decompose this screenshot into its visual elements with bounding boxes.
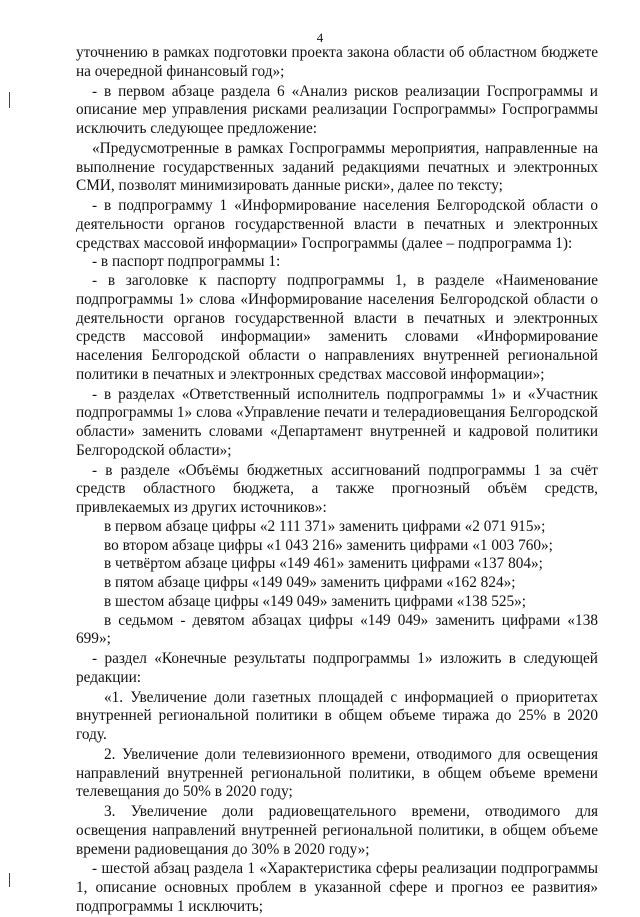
paragraph: - в подпрограмму 1 «Информирование населения Белгородской области о деятельности органов государственной власти в печатных и электронных средствах массовой информации» Госпрограммы (далее – подпрограмма 1): (76, 197, 598, 252)
paragraph: в пятом абзаце цифры «149 049» заменить цифрами «162 824»; (104, 574, 516, 591)
paragraph: - в разделах «Ответственный исполнитель подпрограммы 1» и «Участник подпрограммы 1» слова «Управление печати и телерадиовещания Белгородской области» заменить словами «Департамент внутренней и кадровой политики Белгородской области»; (76, 385, 598, 459)
paragraph: - в разделе «Объёмы бюджетных ассигнований подпрограммы 1 за счёт средств областного бюджета, а также прогнозный объём средств, привлекаемых из других источников»: (76, 461, 598, 516)
paragraph: в шестом абзаце цифры «149 049» заменить цифрами «138 525»; (104, 592, 527, 610)
paragraph: - в первом абзаце раздела 6 «Анализ рисков реализации Госпрограммы и описание мер управления рисками реализации Госпрограммы» Госпрограммы исключить следующее предложение: (76, 82, 598, 137)
scan-margin-mark (9, 873, 10, 887)
document-body (76, 44, 598, 917)
paragraph: в четвёртом абзаце цифры «149 461» заменить цифрами «137 804»; (104, 555, 543, 573)
paragraph: «1. Увеличение доли газетных площадей с информацией о приоритетах внутренней региональной политики в общем объеме тиража до 25% в 2020 году. (76, 688, 598, 743)
paragraph: 3. Увеличение доли радиовещательного времени, отводимого для освещения направлений внутренней региональной политики, в общем объеме времени радиовещания до 30% в 2020 году»; (76, 803, 598, 858)
paragraph: - раздел «Конечные результаты подпрограммы 1» изложить в следующей редакции: (76, 650, 598, 686)
paragraph: «Предусмотренные в рамках Госпрограммы мероприятия, направленные на выполнение государственных заданий редакциями печатных и электронных СМИ, позволят минимизировать данные риски», далее по тексту; (76, 139, 598, 195)
paragraph: во втором абзаце цифры «1 043 216» заменить цифрами «1 003 760»; (104, 536, 553, 554)
scan-margin-mark (9, 92, 10, 108)
paragraph: - в заголовке к паспорту подпрограммы 1, в разделе «Наименование подпрограммы 1» слова «Информирование населения Белгородской области о деятельности органов государственной власти в печатных и электронных средств массовой информации» заменить словами «Информирование населения Белгородской области о направлениях внутренней региональной политики в печатных и электронных средствах массовой информации»; (76, 272, 598, 383)
paragraph: в первом абзаце цифры «2 111 371» заменить цифрами «2 071 915»; (104, 517, 546, 535)
paragraph: - шестой абзац раздела 1 «Характеристика сферы реализации подпрограммы 1, описание основных проблем в указанной сфере и прогноз ее развития» подпрограммы 1 исключить; (76, 860, 598, 915)
paragraph: - в паспорт подпрограммы 1: (92, 253, 281, 271)
page-number: 4 (316, 30, 324, 45)
paragraph: 2. Увеличение доли телевизионного времени, отводимого для освещения направлений внутренней региональной политики, в общем объеме времени телевещания до 50% в 2020 году; (76, 745, 598, 801)
paragraph: в седьмом - девятом абзацах цифры «149 049» заменить цифрами «138 699»; (76, 611, 598, 648)
paragraph: уточнению в рамках подготовки проекта закона области об областном бюджете на очередной финансовый год»; (76, 44, 598, 80)
